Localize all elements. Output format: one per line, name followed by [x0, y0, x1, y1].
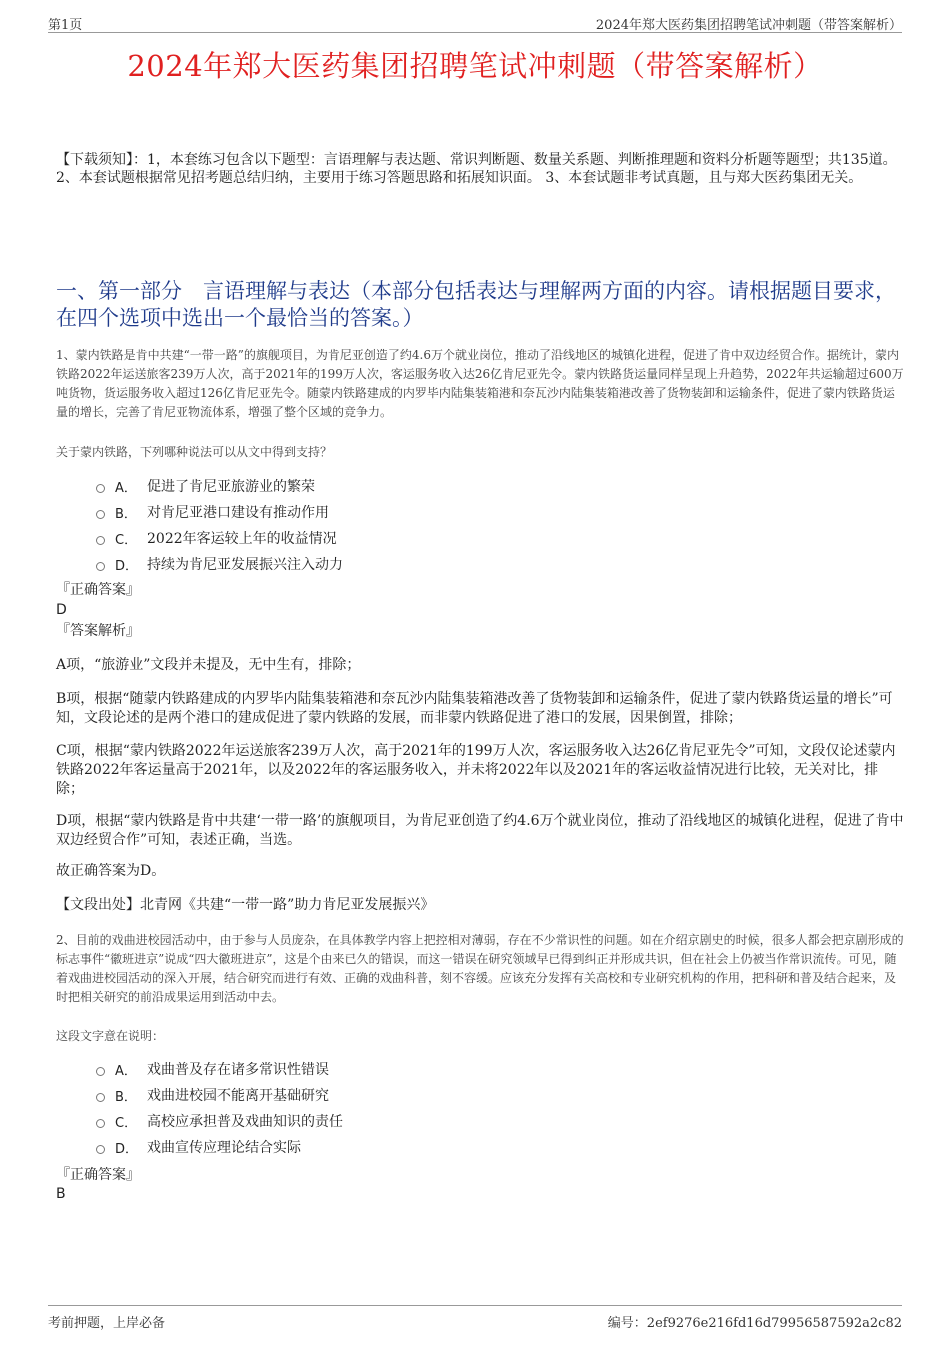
- q1-analysis-c: C项，根据“蒙内铁路2022年运送旅客239万人次，高于2021年的199万人次，客运服务收入达26亿肯尼亚先令”可知，文段仅论述蒙内铁路2022年客运量高于2021年，以及2022年的客运服务收入，并未将2022年以及2021年的客运收益情况进行比较，无关对比，排除；: [56, 743, 896, 797]
- q1-option-d[interactable]: D． 持续为肯尼亚发展振兴注入动力: [96, 551, 343, 577]
- q1-question: 关于蒙内铁路，下列哪种说法可以从文中得到支持？: [56, 445, 333, 459]
- header-doc-name: 2024年郑大医药集团招聘笔试冲刺题（带答案解析）: [595, 18, 902, 33]
- q1-answer: D: [56, 602, 67, 618]
- q1-conclusion: 故正确答案为D。: [56, 863, 166, 879]
- q2-option-a[interactable]: A． 戏曲普及存在诸多常识性错误: [96, 1056, 343, 1082]
- radio-icon[interactable]: [96, 1119, 105, 1128]
- download-notice: 【下载须知】：1，本套练习包含以下题型：言语理解与表达题、常识判断题、数量关系题、判断推理题和资料分析题等题型；共135道。 2、本套试题根据常见招考题总结归纳，主要用于练习答题思路和拓展知识面。 3、本套试题非考试真题，且与郑大医药集团无关。: [56, 152, 897, 186]
- q1-option-b[interactable]: B． 对肯尼亚港口建设有推动作用: [96, 499, 343, 525]
- footer-slogan: 考前押题，上岸必备: [48, 1316, 166, 1331]
- footer-code: 编号：2ef9276e216fd16d79956587592a2c82: [607, 1316, 902, 1331]
- radio-icon[interactable]: [96, 536, 105, 545]
- q1-source: 【文段出处】北青网《共建“一带一路”助力肯尼亚发展振兴》: [56, 897, 435, 913]
- q1-analysis-a: A项，“旅游业”文段并未提及，无中生有，排除；: [56, 657, 361, 673]
- q1-analysis-b: B项，根据“随蒙内铁路建成的内罗毕内陆集装箱港和奈瓦沙内陆集装箱港改善了货物装卸和运输条件，促进了蒙内铁路货运量的增长”可知，文段论述的是两个港口的建成促进了蒙内铁路的发展，而非蒙内铁路促进了港口的发展，因果倒置，排除；: [56, 691, 893, 726]
- radio-icon[interactable]: [96, 484, 105, 493]
- q1-answer-label: 『正确答案』: [56, 582, 140, 598]
- q1-analysis-label: 『答案解析』: [56, 623, 140, 639]
- q1-options: [96, 473, 343, 577]
- q1-option-c[interactable]: C． 2022年客运较上年的收益情况: [96, 525, 343, 551]
- q2-passage: 2、目前的戏曲进校园活动中，由于参与人员庞杂，在具体教学内容上把控相对薄弱，存在不少常识性的问题。如在介绍京剧史的时候，很多人都会把京剧形成的标志事件“徽班进京”说成“四大徽班进京”，这是个由来已久的错误，而这一错误在研究领域早已得到纠正并形成共识，但在社会上仍被当作常识流传。可见，随着戏曲进校园活动的深入开展，结合研究而进行有效、正确的戏曲科普，刻不容缓。应该充分发挥有关高校和专业研究机构的作用，把科研和普及结合起来，及时把相关研究的前沿成果运用到活动中去。: [56, 933, 904, 1004]
- q2-answer-label: 『正确答案』: [56, 1167, 140, 1183]
- q2-option-b[interactable]: B． 戏曲进校园不能离开基础研究: [96, 1082, 343, 1108]
- q2-option-c[interactable]: C． 高校应承担普及戏曲知识的责任: [96, 1108, 343, 1134]
- radio-icon[interactable]: [96, 1145, 105, 1154]
- page-header: [48, 14, 902, 33]
- q1-analysis-d: D项，根据“蒙内铁路是肯中共建‘一带一路’的旗舰项目，为肯尼亚创造了约4.6万个就业岗位，推动了沿线地区的城镇化进程，促进了肯中双边经贸合作”可知，表述正确，当选。: [56, 813, 904, 848]
- radio-icon[interactable]: [96, 510, 105, 519]
- q2-option-d[interactable]: D． 戏曲宣传应理论结合实际: [96, 1134, 343, 1160]
- page-number: 第1页: [48, 18, 83, 33]
- q1-option-a[interactable]: A． 促进了肯尼亚旅游业的繁荣: [96, 473, 343, 499]
- q2-answer: B: [56, 1186, 66, 1202]
- section-title: 一、第一部分 言语理解与表达（本部分包括表达与理解两方面的内容。请根据题目要求，在四个选项中选出一个最恰当的答案。）: [56, 279, 896, 330]
- page-footer: [48, 1305, 902, 1331]
- radio-icon[interactable]: [96, 1093, 105, 1102]
- q2-options: [96, 1056, 343, 1160]
- document-title: 2024年郑大医药集团招聘笔试冲刺题（带答案解析）: [127, 49, 823, 83]
- q1-passage: 1、蒙内铁路是肯中共建“一带一路”的旗舰项目，为肯尼亚创造了约4.6万个就业岗位，推动了沿线地区的城镇化进程，促进了肯中双边经贸合作。据统计，蒙内铁路2022年运送旅客239万人次，高于2021年的199万人次，客运服务收入达26亿肯尼亚先令。蒙内铁路货运量同样呈现上升趋势，2022年共运输超过600万吨货物，货运服务收入超过126亿肯尼亚先令。随蒙内铁路建成的内罗毕内陆集装箱港和奈瓦沙内陆集装箱港改善了货物装卸和运输条件，促进了蒙内铁路货运量的增长，完善了肯尼亚物流体系，增强了整个区域的竞争力。: [56, 348, 904, 419]
- radio-icon[interactable]: [96, 1067, 105, 1076]
- q2-question: 这段文字意在说明：: [56, 1029, 165, 1043]
- radio-icon[interactable]: [96, 562, 105, 571]
